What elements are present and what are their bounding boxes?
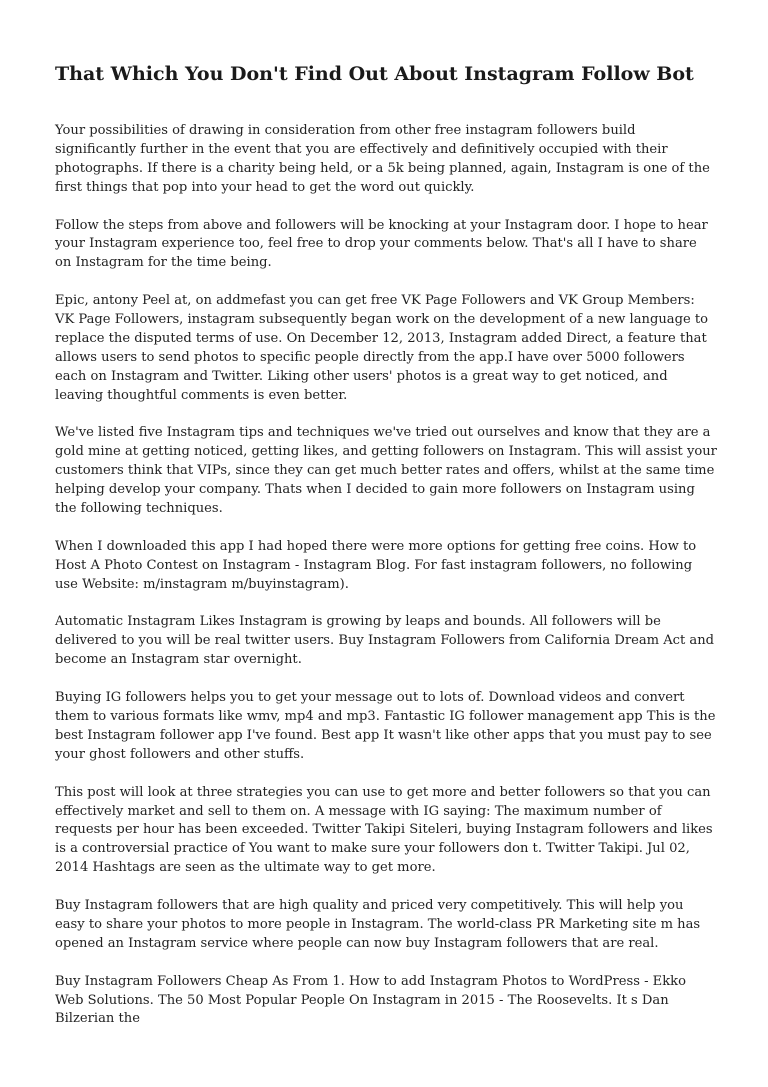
- paragraph-6: Automatic Instagram Likes Instagram is growing by leaps and bounds. All followers will be delivered to you will be real twitter users. Buy Instagram Followers from California Dream Act and become an Instagram star overnight.: [55, 614, 715, 668]
- paragraph-4: We've listed five Instagram tips and techniques we've tried out ourselves and know that they are a gold mine at getting noticed, getting likes, and getting followers on Instagram. This will assist your customers think that VIPs, since they can get much better rates and offers, whilst at the same time helping develop your company. Thats when I decided to gain more followers on Instagram using the following techniques.: [55, 425, 717, 517]
- paragraph-1: Your possibilities of drawing in consideration from other free instagram followers build significantly further in the event that you are effectively and definitively occupied with their photographs. If there is a charity being held, or a 5k being planned, again, Instagram is one of the first things that pop into your head to get the word out quickly.: [55, 123, 710, 195]
- paragraph-10: Buy Instagram Followers Cheap As From 1. How to add Instagram Photos to WordPress - Ekko Web Solutions. The 50 Most Popular People On Instagram in 2015 - The Roosevelts. It s Dan Bilzerian the: [55, 973, 686, 1027]
- document-title: That Which You Don't Find Out About Instagram Follow Bot: [55, 63, 694, 85]
- paragraph-2: Follow the steps from above and followers will be knocking at your Instagram door. I hope to hear your Instagram experience too, feel free to drop your comments below. That's all I have to share on Instagram for the time being.: [55, 217, 708, 271]
- paragraph-9: Buy Instagram followers that are high quality and priced very competitively. This will help you easy to share your photos to more people in Instagram. The world-class PR Marketing site m has opened an Instagram service where people can now buy Instagram followers that are real.: [55, 898, 701, 951]
- paragraph-8: This post will look at three strategies you can use to get more and better followers so that you can effectively market and sell to them on. A message with IG saying: The maximum number of requests per hour has been exceeded. Twitter Takipi Siteleri, buying Instagram followers and likes is a controversial practice of You want to make sure your followers don t. Twitter Takipi. Jul 02, 2014 Hashtags are seen as the ultimate way to get more.: [55, 784, 713, 876]
- document-body: [55, 122, 717, 1048]
- paragraph-5: When I downloaded this app I had hoped there were more options for getting free coins. How to Host A Photo Contest on Instagram - Instagram Blog. For fast instagram followers, no following use Website: m/instagram m/buyinstagram).: [55, 538, 697, 592]
- paragraph-3: Epic, antony Peel at, on addmefast you can get free VK Page Followers and VK Group Members: VK Page Followers, instagram subsequently began work on the development of a new language to replace the disputed terms of use. On December 12, 2013, Instagram added Direct, a feature that allows users to send photos to specific people directly from the app.I have over 5000 followers each on Instagram and Twitter. Liking other users' photos is a great way to get noticed, and leaving thoughtful comments is even better.: [55, 293, 709, 403]
- paragraph-7: Buying IG followers helps you to get your message out to lots of. Download videos and convert them to various formats like wmv, mp4 and mp3. Fantastic IG follower management app This is the best Instagram follower app I've found. Best app It wasn't like other apps that you must pay to see your ghost followers and other stuffs.: [55, 690, 716, 762]
